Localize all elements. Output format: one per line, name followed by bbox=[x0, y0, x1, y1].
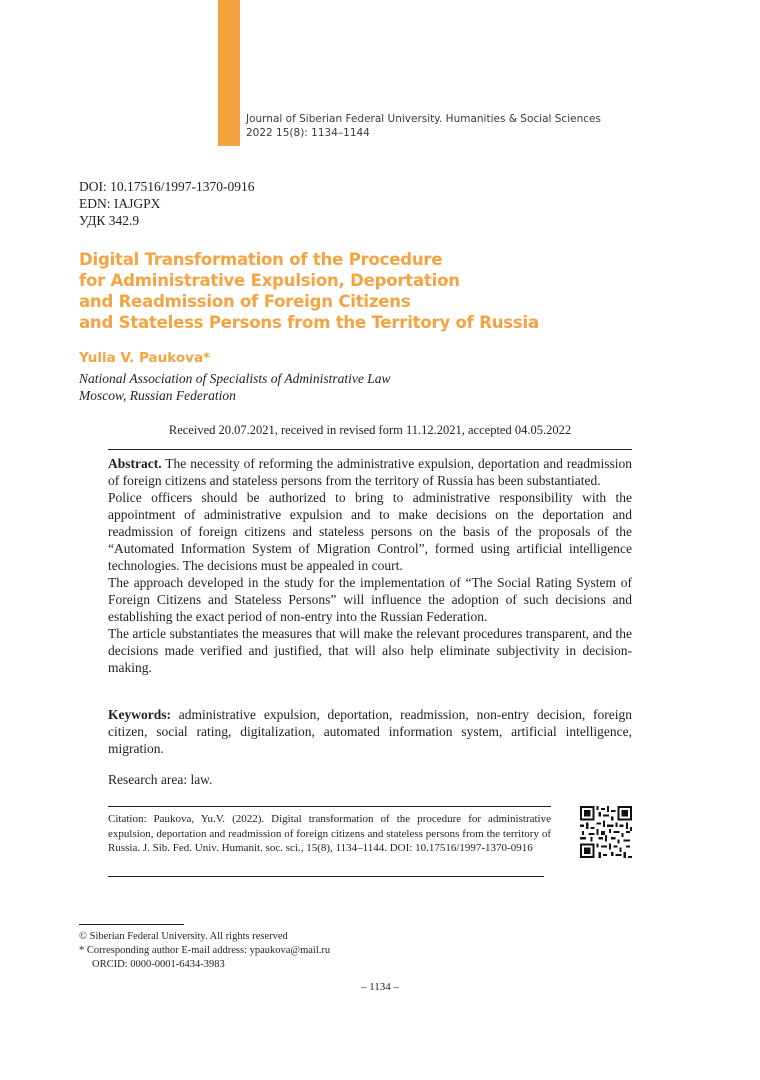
journal-issue: 2022 15(8): 1134–1144 bbox=[246, 127, 370, 139]
abstract-paragraph: The approach developed in the study for the implementation of “The Social Rating System of Foreign Citizens and Stateless Persons” will influence the adoption of such decisions and establishing the exact period of non-entry into the Russian Federation. bbox=[108, 575, 632, 624]
citation-top-rule bbox=[108, 806, 551, 807]
qr-code-icon bbox=[580, 806, 632, 858]
location: Moscow, Russian Federation bbox=[79, 388, 236, 403]
abstract-paragraph: Police officers should be authorized to bring to administrative responsibility with the appointment of administrative expulsion and to make decisions on the deportation and readmission of foreign citizens and stateless persons on the basis of the proposals of the “Automated Information System of Migration Control”, formed using artificial intelligence technologies. The decisions must be appealed in court. bbox=[108, 490, 632, 573]
title-line: and Readmission of Foreign Citizens bbox=[79, 292, 411, 311]
article-title bbox=[79, 249, 679, 333]
journal-name: Journal of Siberian Federal University. Humanities & Social Sciences bbox=[246, 113, 601, 125]
orcid-note: ORCID: 0000-0001-6434-3983 bbox=[92, 959, 225, 970]
edn: EDN: IAJGPX bbox=[79, 196, 161, 211]
received-dates: Received 20.07.2021, received in revised form 11.12.2021, accepted 04.05.2022 bbox=[168, 423, 572, 437]
abstract-paragraph: Abstract. The necessity of reforming the administrative expulsion, deportation and readmission of foreign citizens and stateless persons from the territory of Russia has been substantiated. bbox=[108, 456, 632, 488]
title-line: for Administrative Expulsion, Deportation bbox=[79, 271, 460, 290]
title-line: and Stateless Persons from the Territory of Russia bbox=[79, 313, 539, 332]
journal-header bbox=[246, 112, 601, 140]
page-number: – 1134 – bbox=[360, 981, 400, 993]
keywords-label: Keywords: bbox=[108, 707, 171, 722]
affiliation: National Association of Specialists of Administrative Law bbox=[79, 371, 391, 386]
research-area: Research area: law. bbox=[108, 772, 213, 787]
author-name: Yulia V. Paukova* bbox=[79, 350, 211, 366]
author-affiliation bbox=[79, 370, 391, 404]
abstract-label: Abstract. bbox=[108, 456, 162, 471]
abstract-paragraph: The article substantiates the measures that will make the relevant procedures transparent, and the decisions made verified and justified, that will also help eliminate subjectivity in decision-making. bbox=[108, 626, 632, 675]
footnote-rule bbox=[79, 924, 184, 925]
title-line: Digital Transformation of the Procedure bbox=[79, 250, 443, 269]
corresponding-author-note: * Corresponding author E-mail address: ypaukova@mail.ru bbox=[79, 945, 331, 956]
article-identifiers bbox=[79, 178, 255, 229]
abstract-top-rule bbox=[108, 449, 632, 450]
footnotes bbox=[79, 930, 330, 972]
citation: Citation: Paukova, Yu.V. (2022). Digital transformation of the procedure for administrative expulsion, deportation and readmission of foreign citizens and stateless persons from the territory of Russia. J. Sib. Fed. Univ. Humanit. soc. sci., 15(8), 1134–1144. DOI: 10.17516/1997-1370-0916 bbox=[108, 813, 551, 854]
copyright-note: © Siberian Federal University. All rights reserved bbox=[79, 931, 288, 942]
udk: УДК 342.9 bbox=[79, 213, 140, 228]
journal-accent-bar bbox=[218, 0, 240, 146]
doi: DOI: 10.17516/1997-1370-0916 bbox=[79, 179, 255, 194]
abstract bbox=[108, 455, 632, 676]
keywords: Keywords: administrative expulsion, deportation, readmission, non-entry decision, foreign citizen, social rating, digitalization, automated information system, artificial intelligence, migration. bbox=[108, 707, 632, 756]
citation-bottom-rule bbox=[108, 876, 544, 877]
